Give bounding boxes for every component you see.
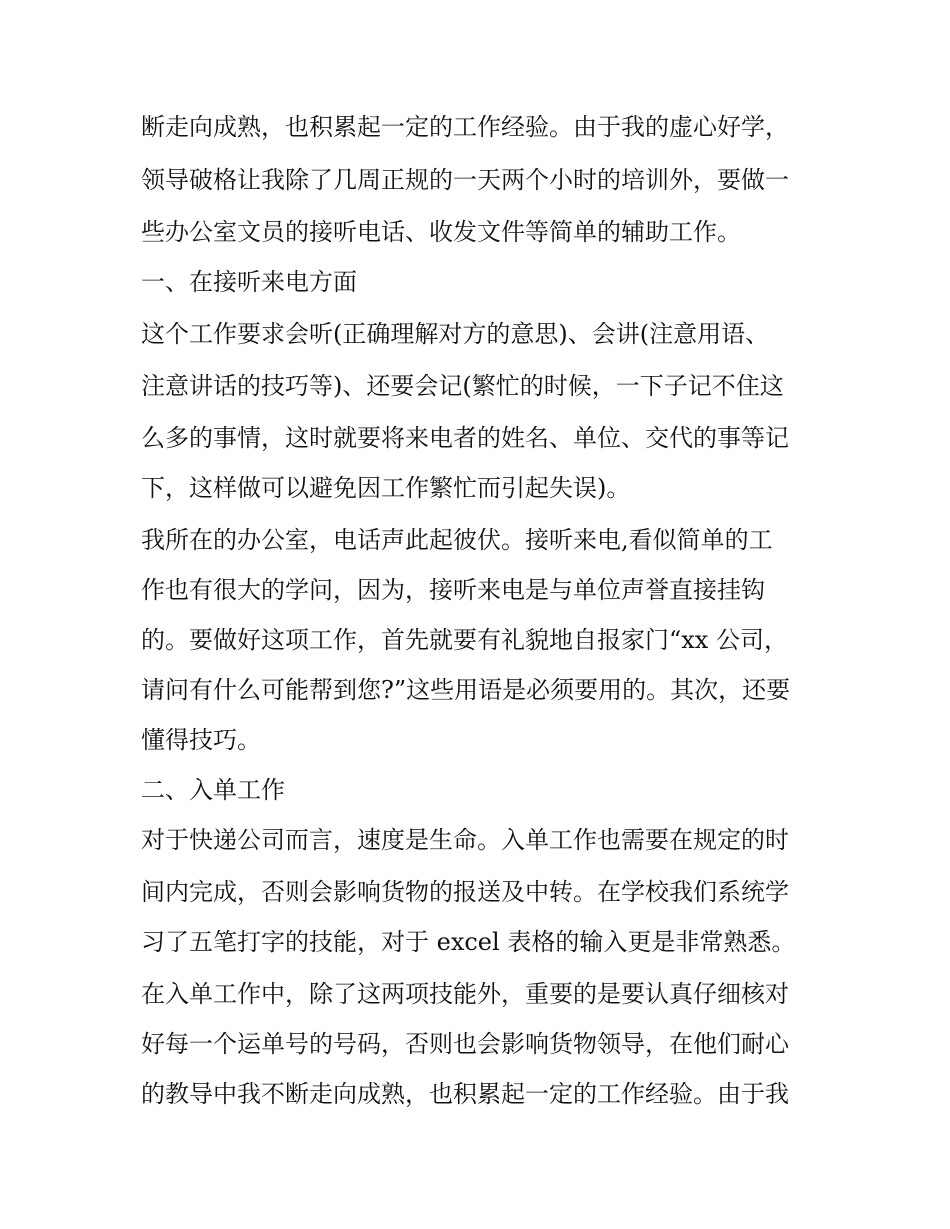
text-line: 间内完成，否则会影响货物的报送及中转。在学校我们系统学 [141, 878, 789, 906]
text-line: 领导破格让我除了几周正规的一天两个小时的培训外，要做一 [141, 166, 789, 194]
text-line: 懂得技巧。 [141, 726, 261, 754]
text-line: 在入单工作中，除了这两项技能外，重要的是要认真仔细核对 [141, 980, 789, 1008]
text-line: 这个工作要求会听(正确理解对方的意思)、会讲(注意用语、 [141, 320, 770, 348]
text-line: 的。要做好这项工作，首先就要有礼貌地自报家门“xx 公司， [141, 626, 788, 654]
text-line: 作也有很大的学问，因为，接听来电是与单位声誉直接挂钩 [141, 576, 765, 604]
text-line: 好每一个运单号的号码，否则也会影响货物领导，在他们耐心 [141, 1030, 789, 1058]
text-line: 习了五笔打字的技能，对于 excel 表格的输入更是非常熟悉。 [141, 928, 796, 956]
text-line: 下，这样做可以避免因工作繁忙而引起失误)。 [141, 474, 631, 502]
section-heading: 二、入单工作 [141, 776, 285, 804]
text-line: 些办公室文员的接听电话、收发文件等简单的辅助工作。 [141, 218, 741, 246]
text-line: 注意讲话的技巧等)、还要会记(繁忙的时候，一下子记不住这 [141, 372, 784, 400]
text-line: 对于快递公司而言，速度是生命。入单工作也需要在规定的时 [141, 826, 789, 854]
text-line: 断走向成熟，也积累起一定的工作经验。由于我的虚心好学， [141, 113, 789, 141]
text-line: 么多的事情，这时就要将来电者的姓名、单位、交代的事等记 [141, 424, 789, 452]
section-heading: 一、在接听来电方面 [141, 268, 357, 296]
text-line: 请问有什么可能帮到您?”这些用语是必须要用的。其次，还要 [141, 676, 791, 704]
text-line: 的教导中我不断走向成熟，也积累起一定的工作经验。由于我 [141, 1080, 789, 1108]
text-line: 我所在的办公室，电话声此起彼伏。接听来电,看似简单的工 [141, 526, 773, 554]
